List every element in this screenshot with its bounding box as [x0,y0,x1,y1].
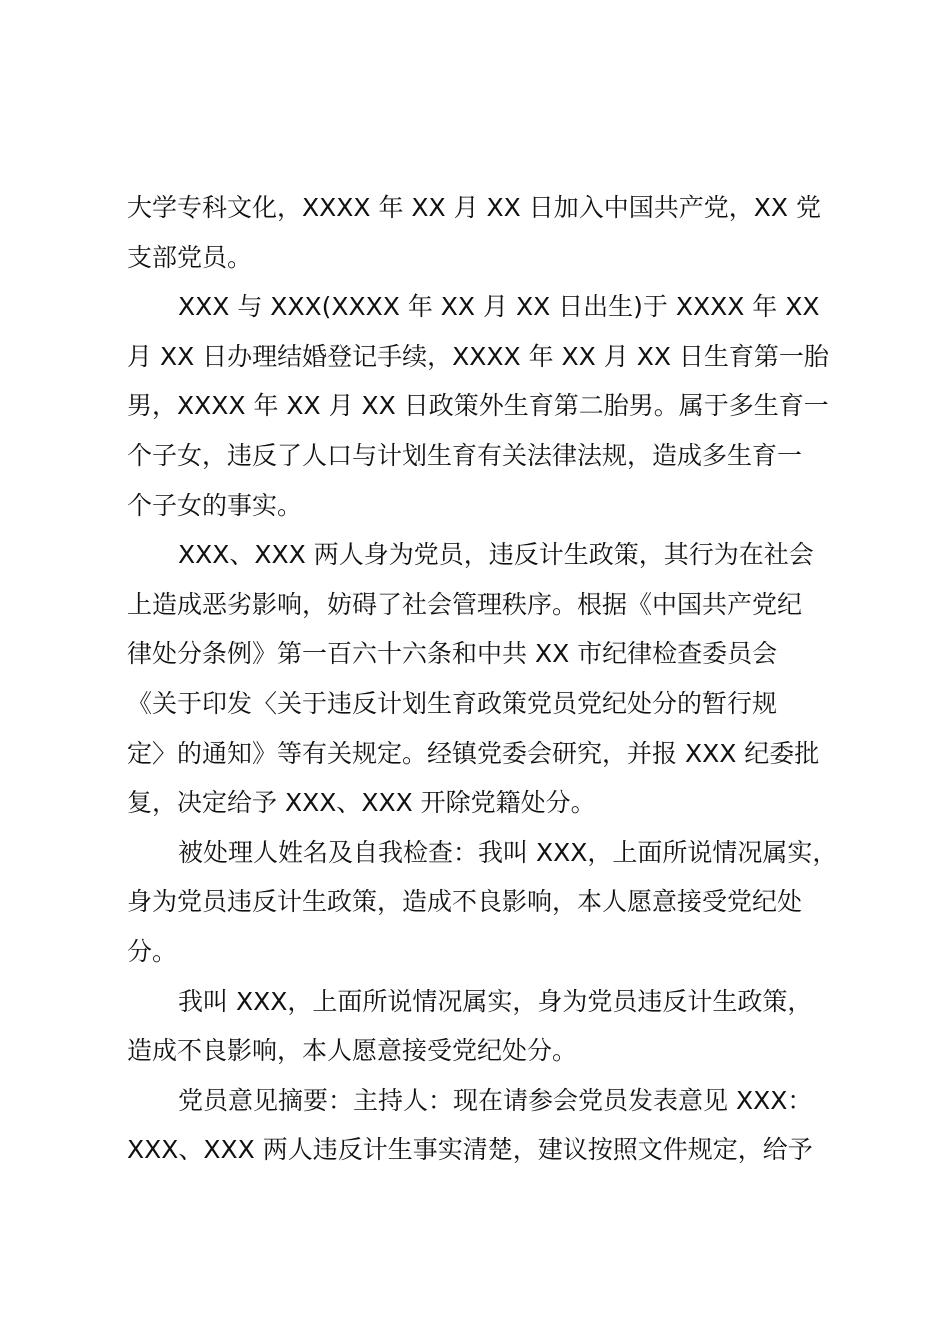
text-line: 男，XXXX 年 XX 月 XX 日政策外生育第二胎男。属于多生育一 [127,391,829,421]
text-line: 分。 [127,936,178,966]
text-line: 定〉的通知》等有关规定。经镇党委会研究，并报 XXX 纪委批 [127,738,820,768]
text-line: XXX、XXX 两人身为党员，违反计生政策，其行为在社会 [178,540,814,570]
text-line: 造成不良影响，本人愿意接受党纪处分。 [127,1036,578,1066]
text-line: 律处分条例》第一百六十六条和中共 XX 市纪律检查委员会 [127,639,778,669]
text-line: 我叫 XXX，上面所说情况属实，身为党员违反计生政策， [178,986,813,1016]
paragraph-marriage-and-births [127,282,832,530]
paragraph-decision [127,530,832,828]
paragraph-self-examination [127,828,838,977]
text-line: 上造成恶劣影响，妨碍了社会管理秩序。根据《中国共产党纪 [127,589,803,619]
paragraph-member-opinions [127,1076,832,1175]
document-body [127,183,838,1175]
text-line: XXX 与 XXX(XXXX 年 XX 月 XX 日出生)于 XXXX 年 XX [178,292,820,322]
paragraph-statement [127,977,832,1076]
text-line: 《关于印发〈关于违反计划生育政策党员党纪处分的暂行规 [127,688,778,718]
text-line: 大学专科文化，XXXX 年 XX 月 XX 日加入中国共产党，XX 党 [127,193,821,222]
text-line: 支部党员。 [127,242,253,272]
paragraph-continuation [127,183,832,282]
text-line: 身为党员违反计生政策，造成不良影响，本人愿意接受党纪处 [127,887,803,917]
text-line: 个子女，违反了人口与计划生育有关法律法规，造成多生育一 [127,440,803,470]
text-line: 个子女的事实。 [127,490,303,520]
text-line: 党员意见摘要：主持人：现在请参会党员发表意见 XXX： [178,1085,813,1115]
text-line: XXX、XXX 两人违反计生事实清楚，建议按照文件规定，给予 [127,1135,813,1165]
text-line: 月 XX 日办理结婚登记手续，XXXX 年 XX 月 XX 日生育第一胎 [127,341,829,371]
text-line: 被处理人姓名及自我检查：我叫 XXX，上面所说情况属实， [178,837,838,867]
text-line: 复，决定给予 XXX、XXX 开除党籍处分。 [127,788,596,818]
